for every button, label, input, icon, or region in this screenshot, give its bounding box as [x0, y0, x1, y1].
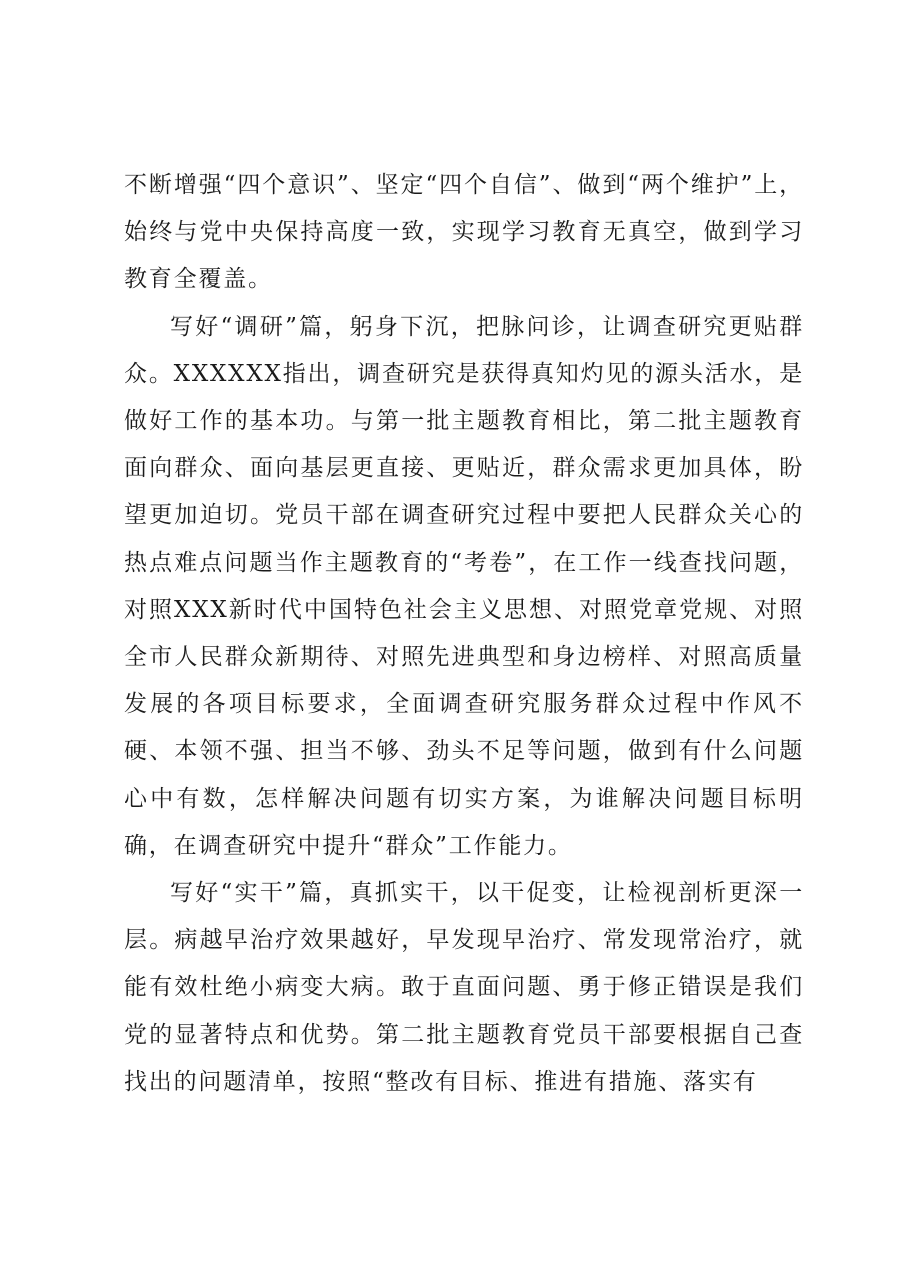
paragraph-3: 写好“实干”篇，真抓实干，以干促变，让检视剖析更深一层。病越早治疗效果越好，早发现早治疗、常发现常治疗，就能有效杜绝小病变大病。敢于直面问题、勇于修正错误是我们党的显著特点和优势。第二批主题教育党员干部要根据自己查找出的问题清单，按照“整改有目标、推进有措施、落实有 — [124, 880, 804, 1095]
paragraph-1: 不断增强“四个意识”、坚定“四个自信”、做到“两个维护”上，始终与党中央保持高度一致，实现学习教育无真空，做到学习教育全覆盖。 — [124, 172, 804, 293]
document-body — [124, 162, 804, 1106]
paragraph-2: 写好“调研”篇，躬身下沉，把脉问诊，让调查研究更贴群众。XXXXXX指出，调查研究是获得真知灼见的源头活水，是做好工作的基本功。与第一批主题教育相比，第二批主题教育面向群众、面向基层更直接、更贴近，群众需求更加具体，盼望更加迫切。党员干部在调查研究过程中要把人民群众关心的热点难点问题当作主题教育的“考卷”，在工作一线查找问题，对照XXX新时代中国特色社会主义思想、对照党章党规、对照全市人民群众新期待、对照先进典型和身边榜样、对照高质量发展的各项目标要求，全面调查研究服务群众过程中作风不硬、本领不强、担当不够、劲头不足等问题，做到有什么问题心中有数，怎样解决问题有切实方案，为谁解决问题目标明确，在调查研究中提升“群众”工作能力。 — [124, 313, 804, 859]
